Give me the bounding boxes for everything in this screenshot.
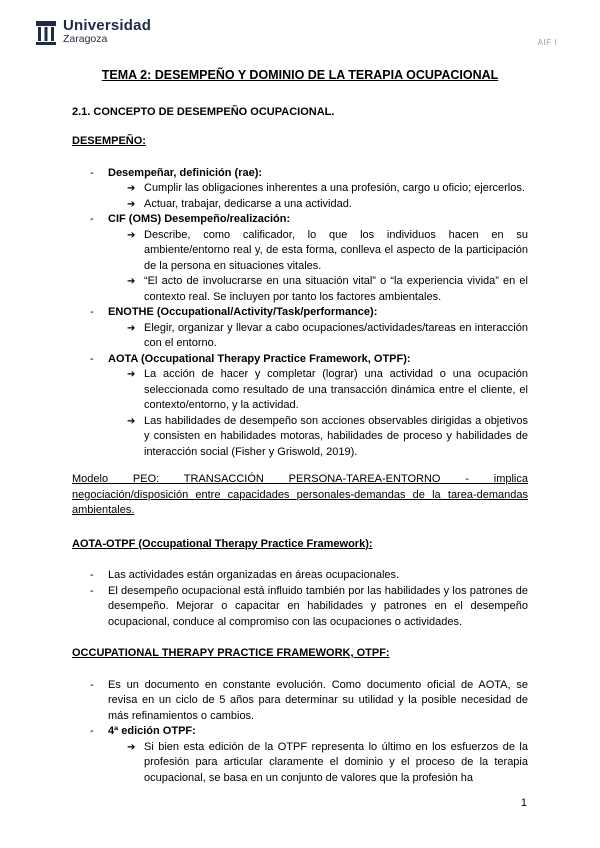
sub-list: [108, 321, 528, 352]
sub-list-item: ➔ Cumplir las obligaciones inherentes a una profesión, cargo u oficio; ejercerlos.: [144, 181, 528, 197]
aota-list: [72, 568, 528, 630]
desempeno-heading: DESEMPEÑO:: [72, 135, 146, 147]
list-item: [108, 166, 528, 213]
sub-list-item: ➔ Elegir, organizar y llevar a cabo ocupaciones/actividades/tareas en interacción con el entorno.: [144, 321, 528, 352]
definition-label: ENOTHE (Occupational/Activity/Task/performance):: [108, 306, 378, 318]
list-item: [108, 305, 528, 352]
logo-university-name: Universidad: [63, 17, 152, 34]
sub-list-item: ➔ Describe, como calificador, lo que los individuos hacen en su ambiente/entorno real y, de esta forma, conlleva el aspecto de la participación de la persona en situaciones vitales.: [144, 228, 528, 275]
university-crest-icon: [35, 20, 57, 46]
list-item: - Las actividades están organizadas en áreas ocupacionales.: [108, 568, 528, 584]
otpf-heading: OCCUPATIONAL THERAPY PRACTICE FRAMEWORK, OTPF:: [72, 647, 390, 659]
aota-otpf-heading: AOTA-OTPF (Occupational Therapy Practice Framework):: [72, 537, 373, 550]
peo-model-paragraph: Modelo PEO: TRANSACCIÓN PERSONA-TAREA-ENTORNO - implica negociación/disposición entre capacidades personales-demandas de la tarea-demandas ambientales.: [72, 473, 528, 516]
sub-list-item: ➔ “El acto de involucrarse en una situación vital” o “la experiencia vivida” en el contexto real. Se incluyen por tanto los factores ambientales.: [144, 274, 528, 305]
page-header: [35, 18, 565, 50]
otpf-list: [72, 678, 528, 787]
definition-label: CIF (OMS) Desempeño/realización:: [108, 213, 291, 225]
list-item: - Es un documento en constante evolución. Como documento oficial de AOTA, se revisa en un ciclo de 5 años para determinar su utilidad y la posible necesidad de más refinamientos o cambios.: [108, 678, 528, 725]
list-item: [108, 724, 528, 786]
sub-list: [108, 228, 528, 306]
sub-list-item: ➔ Actuar, trabajar, dedicarse a una actividad.: [144, 197, 528, 213]
definition-label: AOTA (Occupational Therapy Practice Framework, OTPF):: [108, 352, 411, 365]
header-course-label: AIF I: [537, 38, 557, 47]
section-subtitle: 2.1. CONCEPTO DE DESEMPEÑO OCUPACIONAL.: [72, 105, 335, 118]
page-number: 1: [520, 797, 527, 809]
definition-label: Desempeñar, definición (rae):: [108, 166, 263, 179]
definitions-list: [72, 166, 528, 461]
document-title: TEMA 2: DESEMPEÑO Y DOMINIO DE LA TERAPIA OCUPACIONAL: [101, 68, 499, 82]
edition-label: 4ª edición OTPF:: [108, 725, 196, 737]
list-item: [108, 212, 528, 305]
sub-list: [108, 740, 528, 787]
sub-list-item: ➔ Si bien esta edición de la OTPF representa lo último en los esfuerzos de la profesión para articular claramente el dominio y el proceso de la terapia ocupacional, se basa en un conjunto de valores que la profesión ha: [144, 740, 528, 787]
list-item: [108, 352, 528, 461]
document-body: [72, 68, 528, 786]
sub-list: [108, 181, 528, 212]
sub-list-item: ➔ La acción de hacer y completar (lograr) una actividad o una ocupación seleccionada como resultado de una transacción dinámica entre el cliente, el contexto/entorno, y la actividad.: [144, 367, 528, 414]
sub-list: [108, 367, 528, 460]
university-logo: [63, 18, 151, 45]
logo-city-name: Zaragoza: [63, 33, 108, 45]
sub-list-item: ➔ Las habilidades de desempeño son acciones observables dirigidas a objetivos y consisten en habilidades motoras, habilidades de proceso y habilidades de interacción social (Fisher y Griswold, 2019).: [144, 414, 528, 461]
list-item: - El desempeño ocupacional está influido también por las habilidades y los patrones de desempeño. Mejorar o capacitar en habilidades y patrones en el desempeño ocupacional, conduce al compromiso con las ocupaciones o actividades.: [108, 584, 528, 631]
